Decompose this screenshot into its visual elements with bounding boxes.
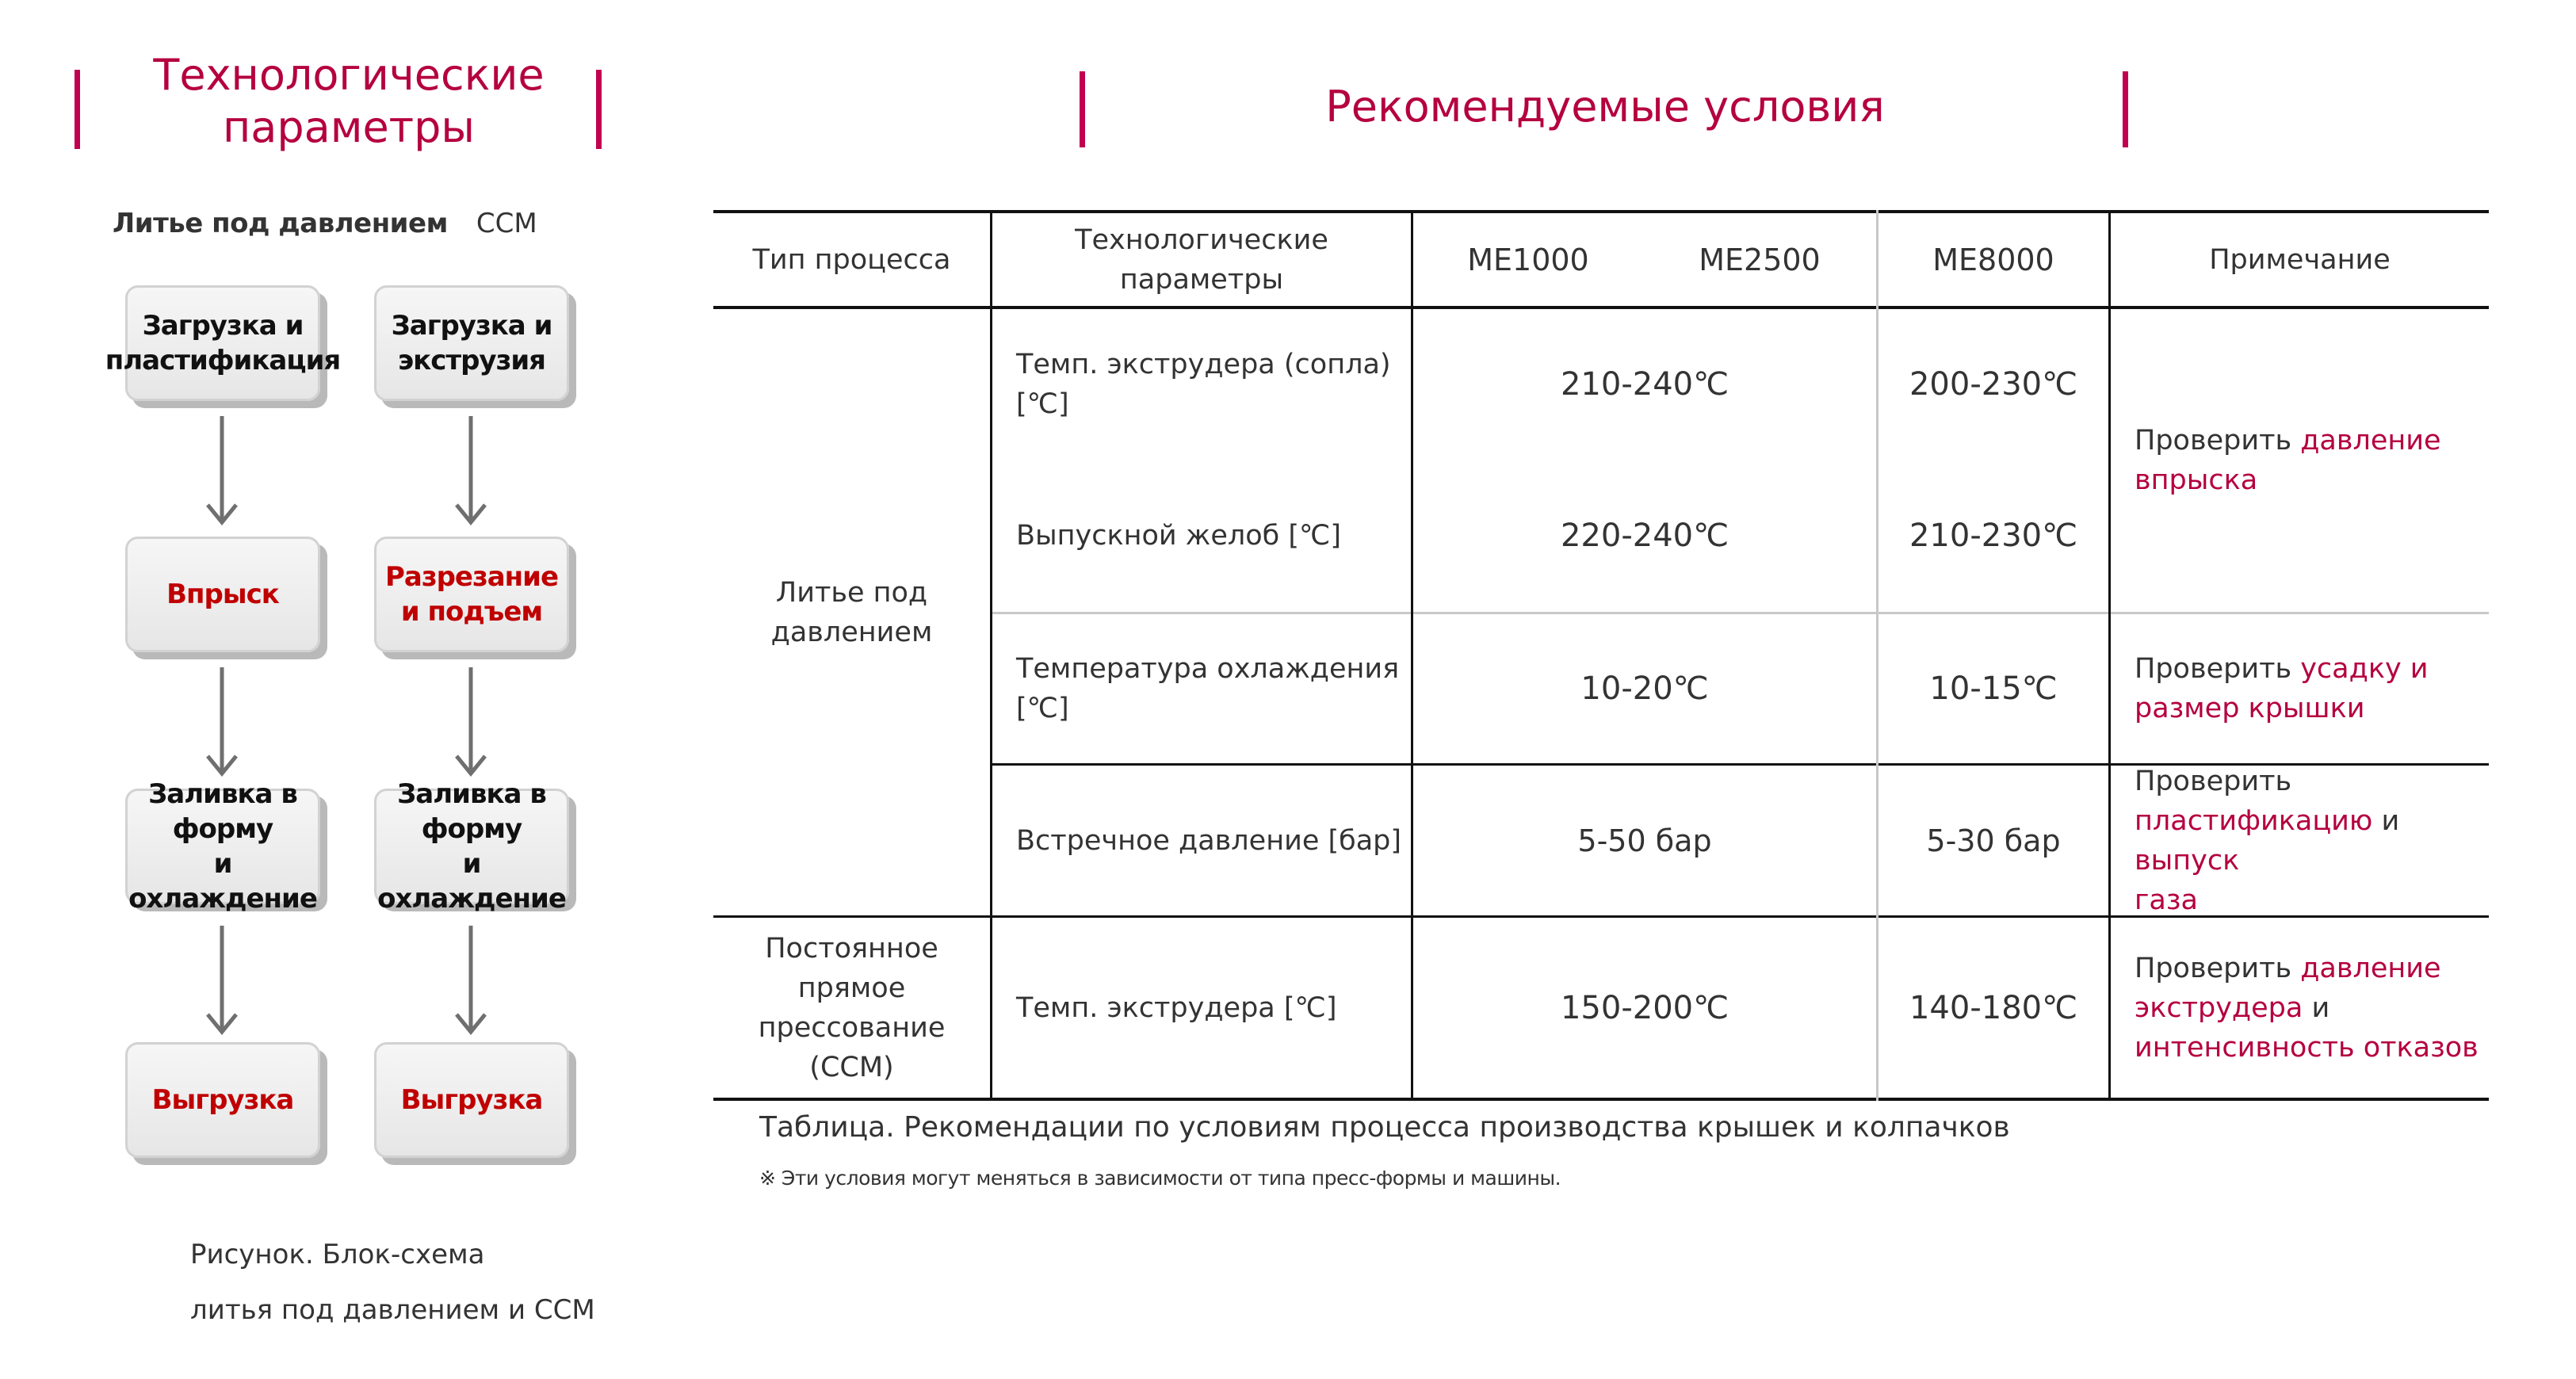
row5-me8000-text: 140-180℃ xyxy=(1909,989,2078,1026)
header-me1000 xyxy=(1413,213,1643,306)
table-col-divider xyxy=(2108,210,2111,1101)
right-section-title: Рекомендуемые условия xyxy=(1325,82,1885,132)
note-1 xyxy=(2135,309,2483,612)
note-4-mid: и xyxy=(2303,991,2330,1024)
flow-right-step-3-label: Заливка в форму и охлаждение xyxy=(377,778,566,915)
left-title-bar-right xyxy=(596,70,602,149)
header-process-type xyxy=(713,213,990,306)
left-title-bar-left xyxy=(75,70,80,149)
note-3-highlight-2: выпуск газа xyxy=(2135,844,2240,916)
flow-right-step-1-label: Загрузка и экструзия xyxy=(391,310,552,376)
row1-me1000-2500-text: 210-240℃ xyxy=(1560,366,1729,403)
row4-me1000-2500-text: 5-50 бар xyxy=(1577,823,1712,858)
row4-param: Встречное давление [бар] xyxy=(1016,824,1402,857)
note-1-highlight: давление впрыска xyxy=(2135,425,2441,496)
right-title-bar-left xyxy=(1080,71,1085,147)
flow-left-step-4-label: Выгрузка xyxy=(151,1084,294,1116)
row4-me8000 xyxy=(1878,766,2108,915)
row3-me1000-2500 xyxy=(1413,614,1876,763)
flow-right-step-2 xyxy=(374,537,569,652)
note-1-prefix: Проверить xyxy=(2135,425,2301,456)
row1-param: Темп. экструдера (сопла) [℃] xyxy=(1016,349,1391,420)
process-ccm xyxy=(713,918,990,1098)
header-parameters xyxy=(992,213,1411,306)
row5-me1000-2500-text: 150-200℃ xyxy=(1560,989,1729,1026)
row5-me8000 xyxy=(1878,918,2108,1098)
left-title-line1: Технологические xyxy=(153,50,545,100)
row2-me8000-text: 210-230℃ xyxy=(1909,518,2078,554)
figure-caption-line2: литья под давлением и CCM xyxy=(190,1294,595,1326)
table-row xyxy=(1016,309,1411,460)
note-2-highlight: усадку и размер крышки xyxy=(2135,653,2429,724)
row3-me8000-text: 10-15℃ xyxy=(1929,670,2058,707)
flow-left-step-4 xyxy=(125,1042,320,1158)
arrow-down-icon xyxy=(198,416,246,527)
row5-me1000-2500 xyxy=(1413,918,1876,1098)
note-4-highlight-2: интенсивность отказов xyxy=(2135,1031,2479,1064)
header-me2500 xyxy=(1643,213,1876,306)
note-3-prefix: Проверить xyxy=(2135,765,2292,797)
table-row xyxy=(1016,766,1411,915)
note-4-highlight-1: давление экструдера xyxy=(2135,952,2441,1024)
header-process-type-text: Тип процесса xyxy=(752,243,951,276)
left-title-line2: параметры xyxy=(222,102,476,152)
table-col-divider xyxy=(990,210,992,1101)
figure-caption xyxy=(190,1227,595,1338)
row4-me8000-text: 5-30 бар xyxy=(1926,823,2061,858)
figure-caption-line1: Рисунок. Блок-схема xyxy=(190,1239,485,1270)
row2-me8000 xyxy=(1878,460,2108,612)
row1-me8000-text: 200-230℃ xyxy=(1909,366,2078,403)
flow-left-step-3-label: Заливка в форму и охлаждение xyxy=(128,778,317,915)
flow-right-step-2-label: Разрезание и подъем xyxy=(384,561,559,628)
subtitle-ccm: CCM xyxy=(476,208,537,239)
flow-left-step-2-label: Впрыск xyxy=(166,579,279,610)
header-note-text: Примечание xyxy=(2209,243,2391,276)
row2-me1000-2500 xyxy=(1413,460,1876,612)
note-3-highlight-1: пластификацию xyxy=(2135,804,2373,837)
flow-left-step-3 xyxy=(125,778,320,915)
note-2 xyxy=(2135,614,2483,763)
flow-left-step-1-label: Загрузка и пластификация xyxy=(105,310,341,376)
table-row xyxy=(1016,460,1411,612)
header-me2500-text: ME2500 xyxy=(1699,242,1821,277)
flow-right-step-3 xyxy=(374,778,569,915)
table-caption: Таблица. Рекомендации по условиям процесса производства крышек и колпачков xyxy=(759,1111,2010,1144)
note-2-prefix: Проверить xyxy=(2135,653,2301,685)
arrow-down-icon xyxy=(198,926,246,1037)
right-title-bar-right xyxy=(2123,71,2128,147)
row3-param: Температура охлаждения [℃] xyxy=(1016,653,1400,724)
flow-right-step-1 xyxy=(374,285,569,401)
arrow-down-icon xyxy=(447,667,495,778)
flow-left-step-2 xyxy=(125,537,320,652)
header-me1000-text: ME1000 xyxy=(1467,242,1589,277)
process-injection-molding xyxy=(713,309,990,915)
row3-me8000 xyxy=(1878,614,2108,763)
row1-me1000-2500 xyxy=(1413,309,1876,460)
note-4-prefix: Проверить xyxy=(2135,952,2301,984)
table-footnote: ※ Эти условия могут меняться в зависимости от типа пресс-формы и машины. xyxy=(759,1167,1561,1190)
row1-me8000 xyxy=(1878,309,2108,460)
process-injection-molding-text: Литье под давлением xyxy=(770,576,933,648)
flow-right-step-4 xyxy=(374,1042,569,1158)
header-note xyxy=(2111,213,2489,306)
row3-me1000-2500-text: 10-20℃ xyxy=(1580,670,1709,707)
note-3-mid: и xyxy=(2372,804,2400,837)
arrow-down-icon xyxy=(447,416,495,527)
table-row xyxy=(1016,918,1411,1098)
table-bottom-border xyxy=(713,1098,2489,1101)
subtitle-injection: Литье под давлением xyxy=(113,208,448,239)
row4-me1000-2500 xyxy=(1413,766,1876,915)
table-row xyxy=(1016,614,1411,763)
header-me8000-text: ME8000 xyxy=(1932,242,2054,277)
flow-left-step-1 xyxy=(105,285,341,401)
arrow-down-icon xyxy=(447,926,495,1037)
note-4 xyxy=(2135,918,2483,1098)
arrow-down-icon xyxy=(198,667,246,778)
note-3 xyxy=(2135,766,2483,915)
header-parameters-text: Технологические параметры xyxy=(1075,223,1328,296)
flow-right-step-4-label: Выгрузка xyxy=(400,1084,543,1116)
header-me8000 xyxy=(1878,213,2108,306)
left-subtitle xyxy=(113,206,537,241)
row5-param: Темп. экструдера [℃] xyxy=(1016,991,1337,1024)
process-ccm-text: Постоянное прямое прессование (CCM) xyxy=(758,932,946,1083)
row2-me1000-2500-text: 220-240℃ xyxy=(1560,518,1729,554)
left-section-title xyxy=(111,49,587,154)
row2-param: Выпускной желоб [℃] xyxy=(1016,520,1341,552)
